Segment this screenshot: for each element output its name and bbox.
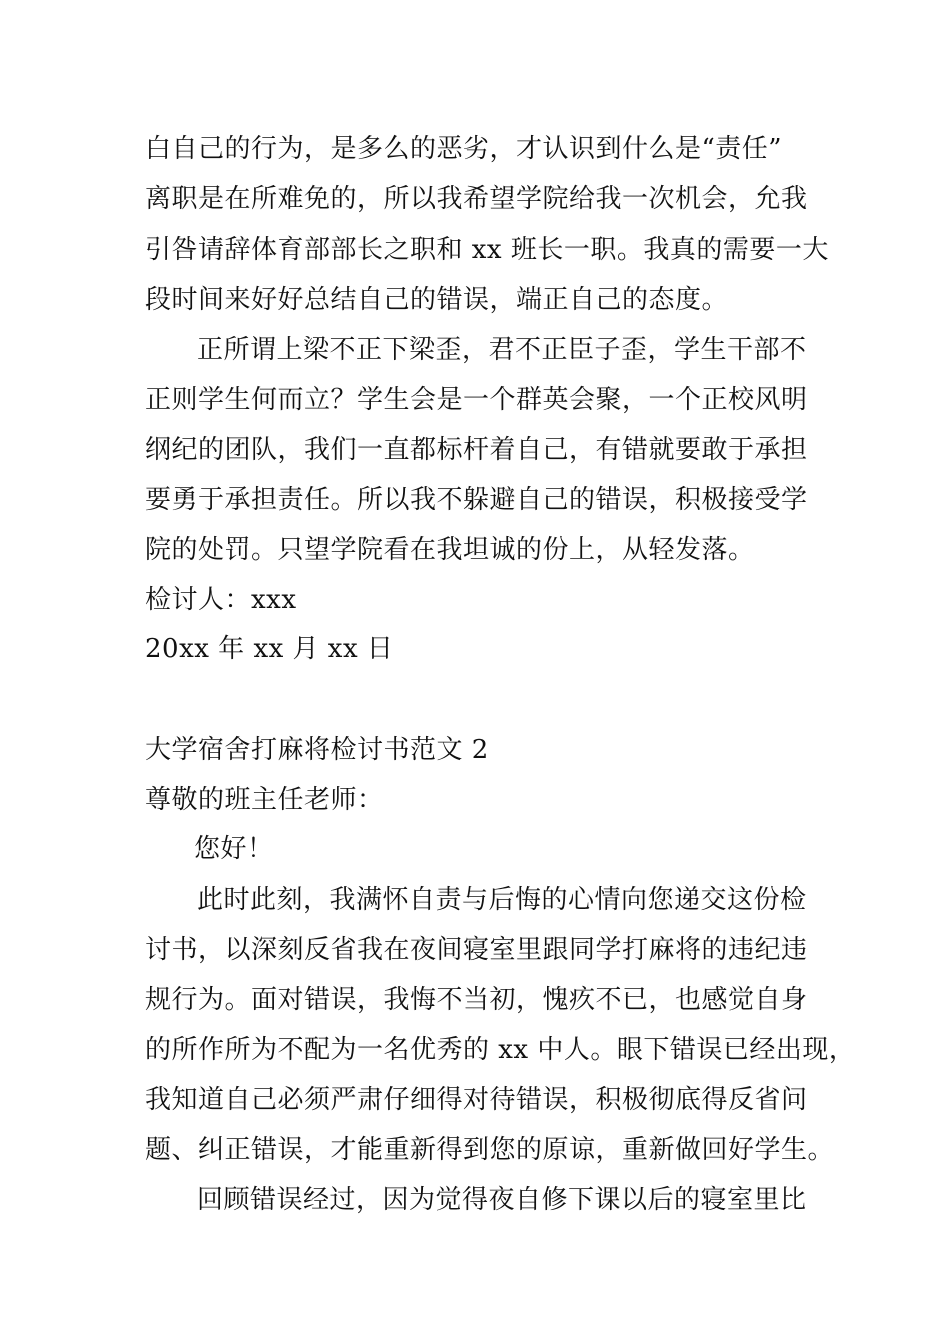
salutation: 尊敬的班主任老师：: [145, 785, 384, 815]
paragraph-line: 纲纪的团队，我们一直都标杆着自己，有错就要敢于承担: [145, 435, 808, 465]
signer-line: 检讨人：xxx: [145, 585, 297, 615]
paragraph-line: 引咎请辞体育部部长之职和 xx 班长一职。我真的需要一大: [145, 235, 829, 265]
paragraph-line: 段时间来好好总结自己的错误，端正自己的态度。: [145, 285, 729, 315]
paragraph-line: 规行为。面对错误，我悔不当初，愧疚不已，也感觉自身: [145, 985, 808, 1015]
greeting: 您好！: [194, 834, 274, 864]
paragraph-line: 正则学生何而立？学生会是一个群英会聚，一个正校风明: [145, 385, 808, 415]
paragraph-line: 院的处罚。只望学院看在我坦诚的份上，从轻发落。: [145, 535, 755, 565]
paragraph-line: 正所谓上梁不正下梁歪，君不正臣子歪，学生干部不: [197, 335, 807, 365]
paragraph-line: 我知道自己必须严肃仔细得对待错误，积极彻底得反省问: [145, 1085, 808, 1115]
paragraph-line: 此时此刻，我满怀自责与后悔的心情向您递交这份检: [197, 885, 807, 915]
paragraph-line: 讨书，以深刻反省我在夜间寝室里跟同学打麻将的违纪违: [145, 935, 808, 965]
paragraph-line: 题、纠正错误，才能重新得到您的原谅，重新做回好学生。: [145, 1135, 835, 1165]
paragraph-line: 回顾错误经过，因为觉得夜自修下课以后的寝室里比: [197, 1185, 807, 1215]
paragraph-line: 白自己的行为，是多么的恶劣，才认识到什么是“责任”: [145, 134, 783, 164]
paragraph-line: 要勇于承担责任。所以我不躲避自己的错误，积极接受学: [145, 485, 808, 515]
section-title: 大学宿舍打麻将检讨书范文 2: [145, 735, 489, 765]
date-line: 20xx 年 xx 月 xx 日: [145, 634, 394, 664]
paragraph-line: 离职是在所难免的，所以我希望学院给我一次机会，允我: [145, 184, 808, 214]
paragraph-line: 的所作所为不配为一名优秀的 xx 中人。眼下错误已经出现，: [145, 1035, 856, 1065]
